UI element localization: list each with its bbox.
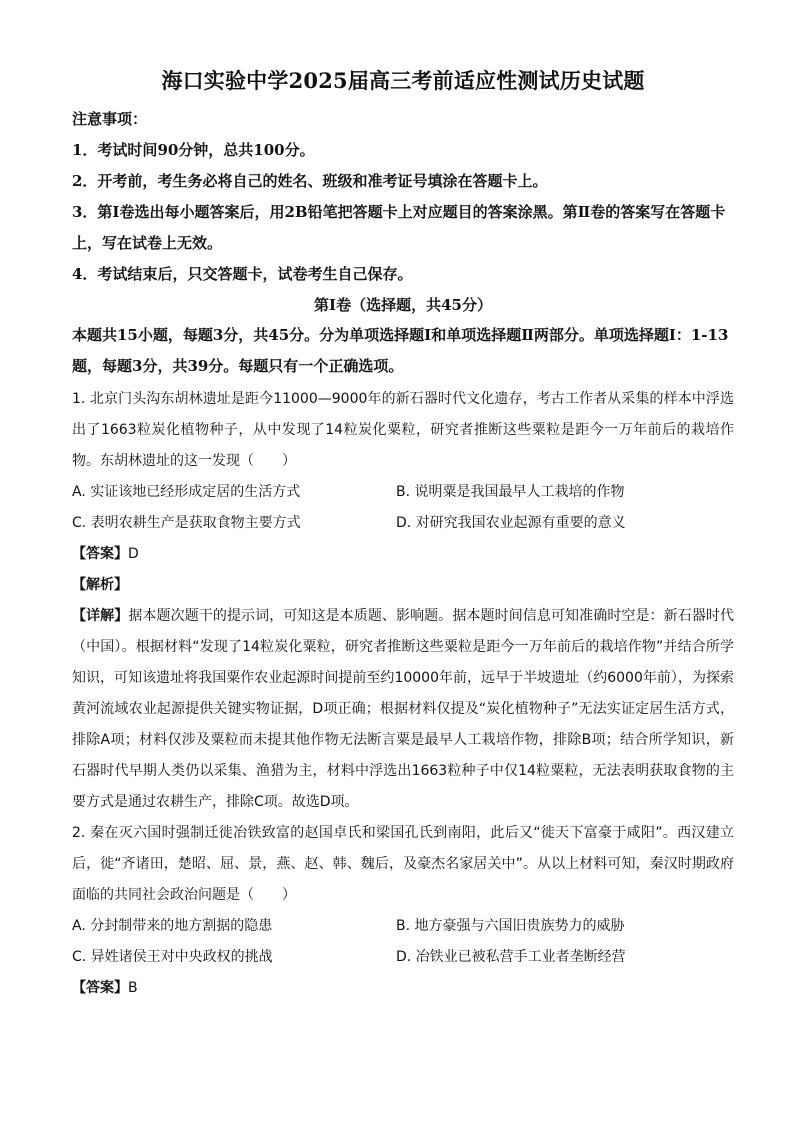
detail-text: 据本题次题干的提示词，可知这是本质题、影响题。据本题时间信息可知准确时空是：新石器时代（中国）。根据材料“发现了14粒炭化粟粒，研究者推断这些粟粒是距今一万年前后的栽培作物”并结合所学知识，可知该遗址将我国粟作农业起源时间提前至约10000年前，远早于半坡遗址（约6000年前），为探索黄河流域农业起源提供关键实物证据，D项正确；根据材料仅提及“炭化植物种子”无法实证定居生活方式，排除A项；材料仅涉及粟粒而未提其他作物无法断言粟是最早人工栽培作物，排除B项；结合所学知识，新石器时代早期人类仍以采集、渔猎为主，材料中浮选出1663粒种子中仅14粒粟粒，无法表明获取食物的主要方式是通过农耕生产，排除C项。故选D项。 xyxy=(72,608,735,810)
section-description: 本题共15小题，每题3分，共45分。分为单项选择题Ⅰ和单项选择题Ⅱ两部分。单项选择题Ⅰ：1-13题，每题3分，共39分。每题只有一个正确选项。 xyxy=(72,326,729,375)
answer-line xyxy=(72,973,734,1004)
answer-line xyxy=(72,539,734,570)
option-c: C. 表明农耕生产是获取食物主要方式 xyxy=(72,515,301,531)
notice-section xyxy=(72,104,734,290)
option-list xyxy=(72,477,734,539)
detail-paragraph xyxy=(72,601,734,818)
notice-heading: 注意事项： xyxy=(72,110,148,128)
notice-item-2: 2．开考前，考生务必将自己的姓名、班级和准考证号填涂在答题卡上。 xyxy=(72,172,548,190)
question-1 xyxy=(72,384,734,818)
option-a: A. 实证该地已经形成定居的生活方式 xyxy=(72,484,301,500)
answer-label: 【答案】 xyxy=(72,980,128,996)
detail-label: 【详解】 xyxy=(72,608,129,624)
notice-item-4: 4．考试结束后，只交答题卡，试卷考生自己保存。 xyxy=(72,265,413,283)
notice-item-3: 3．第Ⅰ卷选出每小题答案后，用2B铅笔把答题卡上对应题目的答案涂黑。第Ⅱ卷的答案写在答题卡上，写在试卷上无效。 xyxy=(72,203,726,252)
option-list xyxy=(72,911,734,973)
notice-item-1: 1．考试时间90分钟，总共100分。 xyxy=(72,141,315,159)
option-d: D. 对研究我国农业起源有重要的意义 xyxy=(396,515,626,531)
analysis-line xyxy=(72,570,734,601)
question-2 xyxy=(72,818,734,1004)
question-stem: 2. 秦在灭六国时强制迁徙冶铁致富的赵国卓氏和梁国孔氏到南阳，此后又“徙天下富豪于咸阳”。西汉建立后，徙“齐诸田，楚昭、屈、景，燕、赵、韩、魏后，及豪杰名家居关中”。从以上材料可知，秦汉时期政府面临的共同社会政治问题是（ ） xyxy=(72,825,734,903)
answer-label: 【答案】 xyxy=(72,546,128,562)
question-stem: 1. 北京门头沟东胡林遗址是距今11000—9000年的新石器时代文化遗存，考古工作者从采集的样本中浮选出了1663粒炭化植物种子，从中发现了14粒炭化粟粒，研究者推断这些粟粒是距今一万年前后的栽培作物。东胡林遗址的这一发现（ ） xyxy=(72,391,734,469)
option-b: B. 说明粟是我国最早人工栽培的作物 xyxy=(396,484,625,500)
option-d: D. 冶铁业已被私营手工业者垄断经营 xyxy=(396,949,626,965)
page-title: 海口实验中学2025届高三考前适应性测试历史试题 xyxy=(161,68,645,93)
option-b: B. 地方豪强与六国旧贵族势力的威胁 xyxy=(396,918,625,934)
option-a: A. 分封制带来的地方割据的隐患 xyxy=(72,918,273,934)
section-title: 第Ⅰ卷（选择题，共45分） xyxy=(314,296,492,314)
option-c: C. 异姓诸侯王对中央政权的挑战 xyxy=(72,949,273,965)
analysis-label: 【解析】 xyxy=(72,577,128,593)
answer-value: D xyxy=(128,546,139,562)
answer-value: B xyxy=(128,980,138,996)
